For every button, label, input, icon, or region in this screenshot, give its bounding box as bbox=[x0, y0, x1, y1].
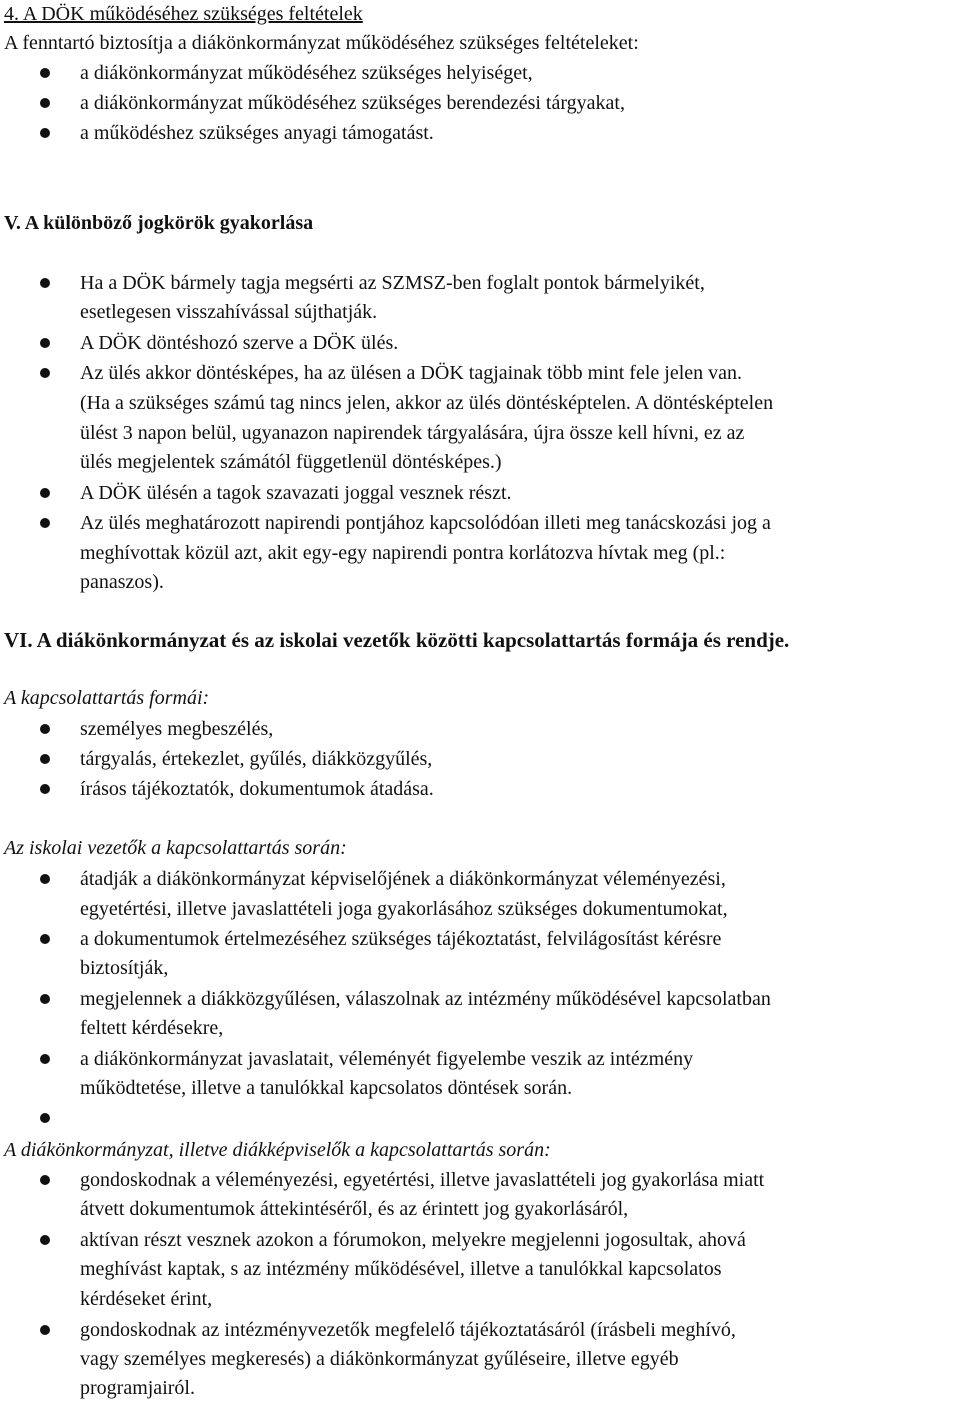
bullet-icon bbox=[40, 934, 50, 944]
section4-heading: 4. A DÖK működéséhez szükséges feltételek bbox=[4, 3, 363, 25]
list-item-continuation: programjairól. bbox=[80, 1377, 195, 1399]
list-item-continuation: vagy személyes megkeresés) a diákönkormányzat gyűléseire, illetve egyéb bbox=[80, 1348, 679, 1370]
list-item: A DÖK ülésén a tagok szavazati joggal vesznek részt. bbox=[80, 482, 512, 504]
list-item: Ha a DÖK bármely tagja megsérti az SZMSZ-ben foglalt pontok bármelyikét, bbox=[80, 272, 705, 294]
bullet-icon bbox=[40, 724, 50, 734]
list-item: megjelennek a diákközgyűlésen, válaszolnak az intézmény működésével kapcsolatban bbox=[80, 988, 771, 1010]
bullet-icon bbox=[40, 784, 50, 794]
list-item: a működéshez szükséges anyagi támogatást. bbox=[80, 122, 434, 144]
bullet-icon bbox=[40, 874, 50, 884]
bullet-icon bbox=[40, 68, 50, 78]
bullet-icon bbox=[40, 338, 50, 348]
list-item: tárgyalás, értekezlet, gyűlés, diákközgyűlés, bbox=[80, 748, 433, 770]
list-item-continuation: meghívást kaptak, s az intézmény működésével, illetve a tanulókkal kapcsolatos bbox=[80, 1258, 722, 1280]
list-item: A DÖK döntéshozó szerve a DÖK ülés. bbox=[80, 332, 399, 354]
list-item-continuation: panaszos). bbox=[80, 571, 164, 593]
bullet-icon bbox=[40, 1175, 50, 1185]
list-item-continuation: feltett kérdésekre, bbox=[80, 1017, 224, 1039]
bullet-icon bbox=[40, 368, 50, 378]
bullet-icon bbox=[40, 1113, 50, 1123]
list-item-continuation: (Ha a szükséges számú tag nincs jelen, akkor az ülés döntésképtelen. A döntésképtelen bbox=[80, 392, 774, 414]
bullet-icon bbox=[40, 754, 50, 764]
list-item-continuation: ülés megjelentek számától függetlenül döntésképes.) bbox=[80, 451, 502, 473]
section4-intro: A fenntartó biztosítja a diákönkormányzat működéséhez szükséges feltételeket: bbox=[4, 32, 639, 54]
students-label: A diákönkormányzat, illetve diákképviselők a kapcsolattartás során: bbox=[4, 1139, 551, 1161]
list-item: gondoskodnak a véleményezési, egyetértési, illetve javaslattételi jog gyakorlása miatt bbox=[80, 1169, 765, 1191]
bullet-icon bbox=[40, 994, 50, 1004]
bullet-icon bbox=[40, 518, 50, 528]
bullet-icon bbox=[40, 1054, 50, 1064]
list-item-continuation: meghívottak közül azt, akit egy-egy napirendi pontra korlátozva hívtak meg (pl.: bbox=[80, 542, 726, 564]
list-item: a diákönkormányzat működéséhez szükséges berendezési tárgyakat, bbox=[80, 92, 625, 114]
list-item-continuation: egyetértési, illetve javaslattételi joga gyakorlásához szükséges dokumentumokat, bbox=[80, 898, 728, 920]
list-item: a dokumentumok értelmezéséhez szükséges tájékoztatást, felvilágosítást kérésre bbox=[80, 928, 722, 950]
list-item: átadják a diákönkormányzat képviselőjének a diákönkormányzat véleményezési, bbox=[80, 868, 726, 890]
list-item: a diákönkormányzat javaslatait, véleményét figyelembe veszik az intézmény bbox=[80, 1048, 694, 1070]
forms-label: A kapcsolattartás formái: bbox=[4, 687, 210, 709]
section5-heading: V. A különböző jogkörök gyakorlása bbox=[4, 212, 314, 234]
list-item-continuation: működtetése, illetve a tanulókkal kapcsolatos döntések során. bbox=[80, 1077, 573, 1099]
bullet-icon bbox=[40, 128, 50, 138]
bullet-icon bbox=[40, 1325, 50, 1335]
list-item: aktívan részt vesznek azokon a fórumokon, melyekre megjelenni jogosultak, ahová bbox=[80, 1229, 746, 1251]
list-item: személyes megbeszélés, bbox=[80, 718, 274, 740]
list-item: Az ülés akkor döntésképes, ha az ülésen a DÖK tagjainak több mint fele jelen van. bbox=[80, 362, 743, 384]
leaders-label: Az iskolai vezetők a kapcsolattartás során: bbox=[4, 837, 347, 859]
bullet-icon bbox=[40, 1235, 50, 1245]
list-item: gondoskodnak az intézményvezetők megfelelő tájékoztatásáról (írásbeli meghívó, bbox=[80, 1319, 736, 1341]
section6-heading: VI. A diákönkormányzat és az iskolai vezetők közötti kapcsolattartás formája és rendje. bbox=[4, 628, 790, 652]
list-item: a diákönkormányzat működéséhez szükséges helyiséget, bbox=[80, 62, 533, 84]
bullet-icon bbox=[40, 488, 50, 498]
bullet-icon bbox=[40, 278, 50, 288]
list-item-continuation: átvett dokumentumok áttekintéséről, és az érintett jog gyakorlásáról, bbox=[80, 1198, 629, 1220]
list-item: írásos tájékoztatók, dokumentumok átadása. bbox=[80, 778, 434, 800]
list-item: Az ülés meghatározott napirendi pontjához kapcsolódóan illeti meg tanácskozási jog a bbox=[80, 512, 771, 534]
list-item-continuation: kérdéseket érint, bbox=[80, 1288, 213, 1310]
list-item-continuation: biztosítják, bbox=[80, 957, 169, 979]
list-item-continuation: ülést 3 napon belül, ugyanazon napirendek tárgyalására, újra össze kell hívni, ez az bbox=[80, 422, 745, 444]
list-item-continuation: esetlegesen visszahívással sújthatják. bbox=[80, 301, 378, 323]
bullet-icon bbox=[40, 98, 50, 108]
